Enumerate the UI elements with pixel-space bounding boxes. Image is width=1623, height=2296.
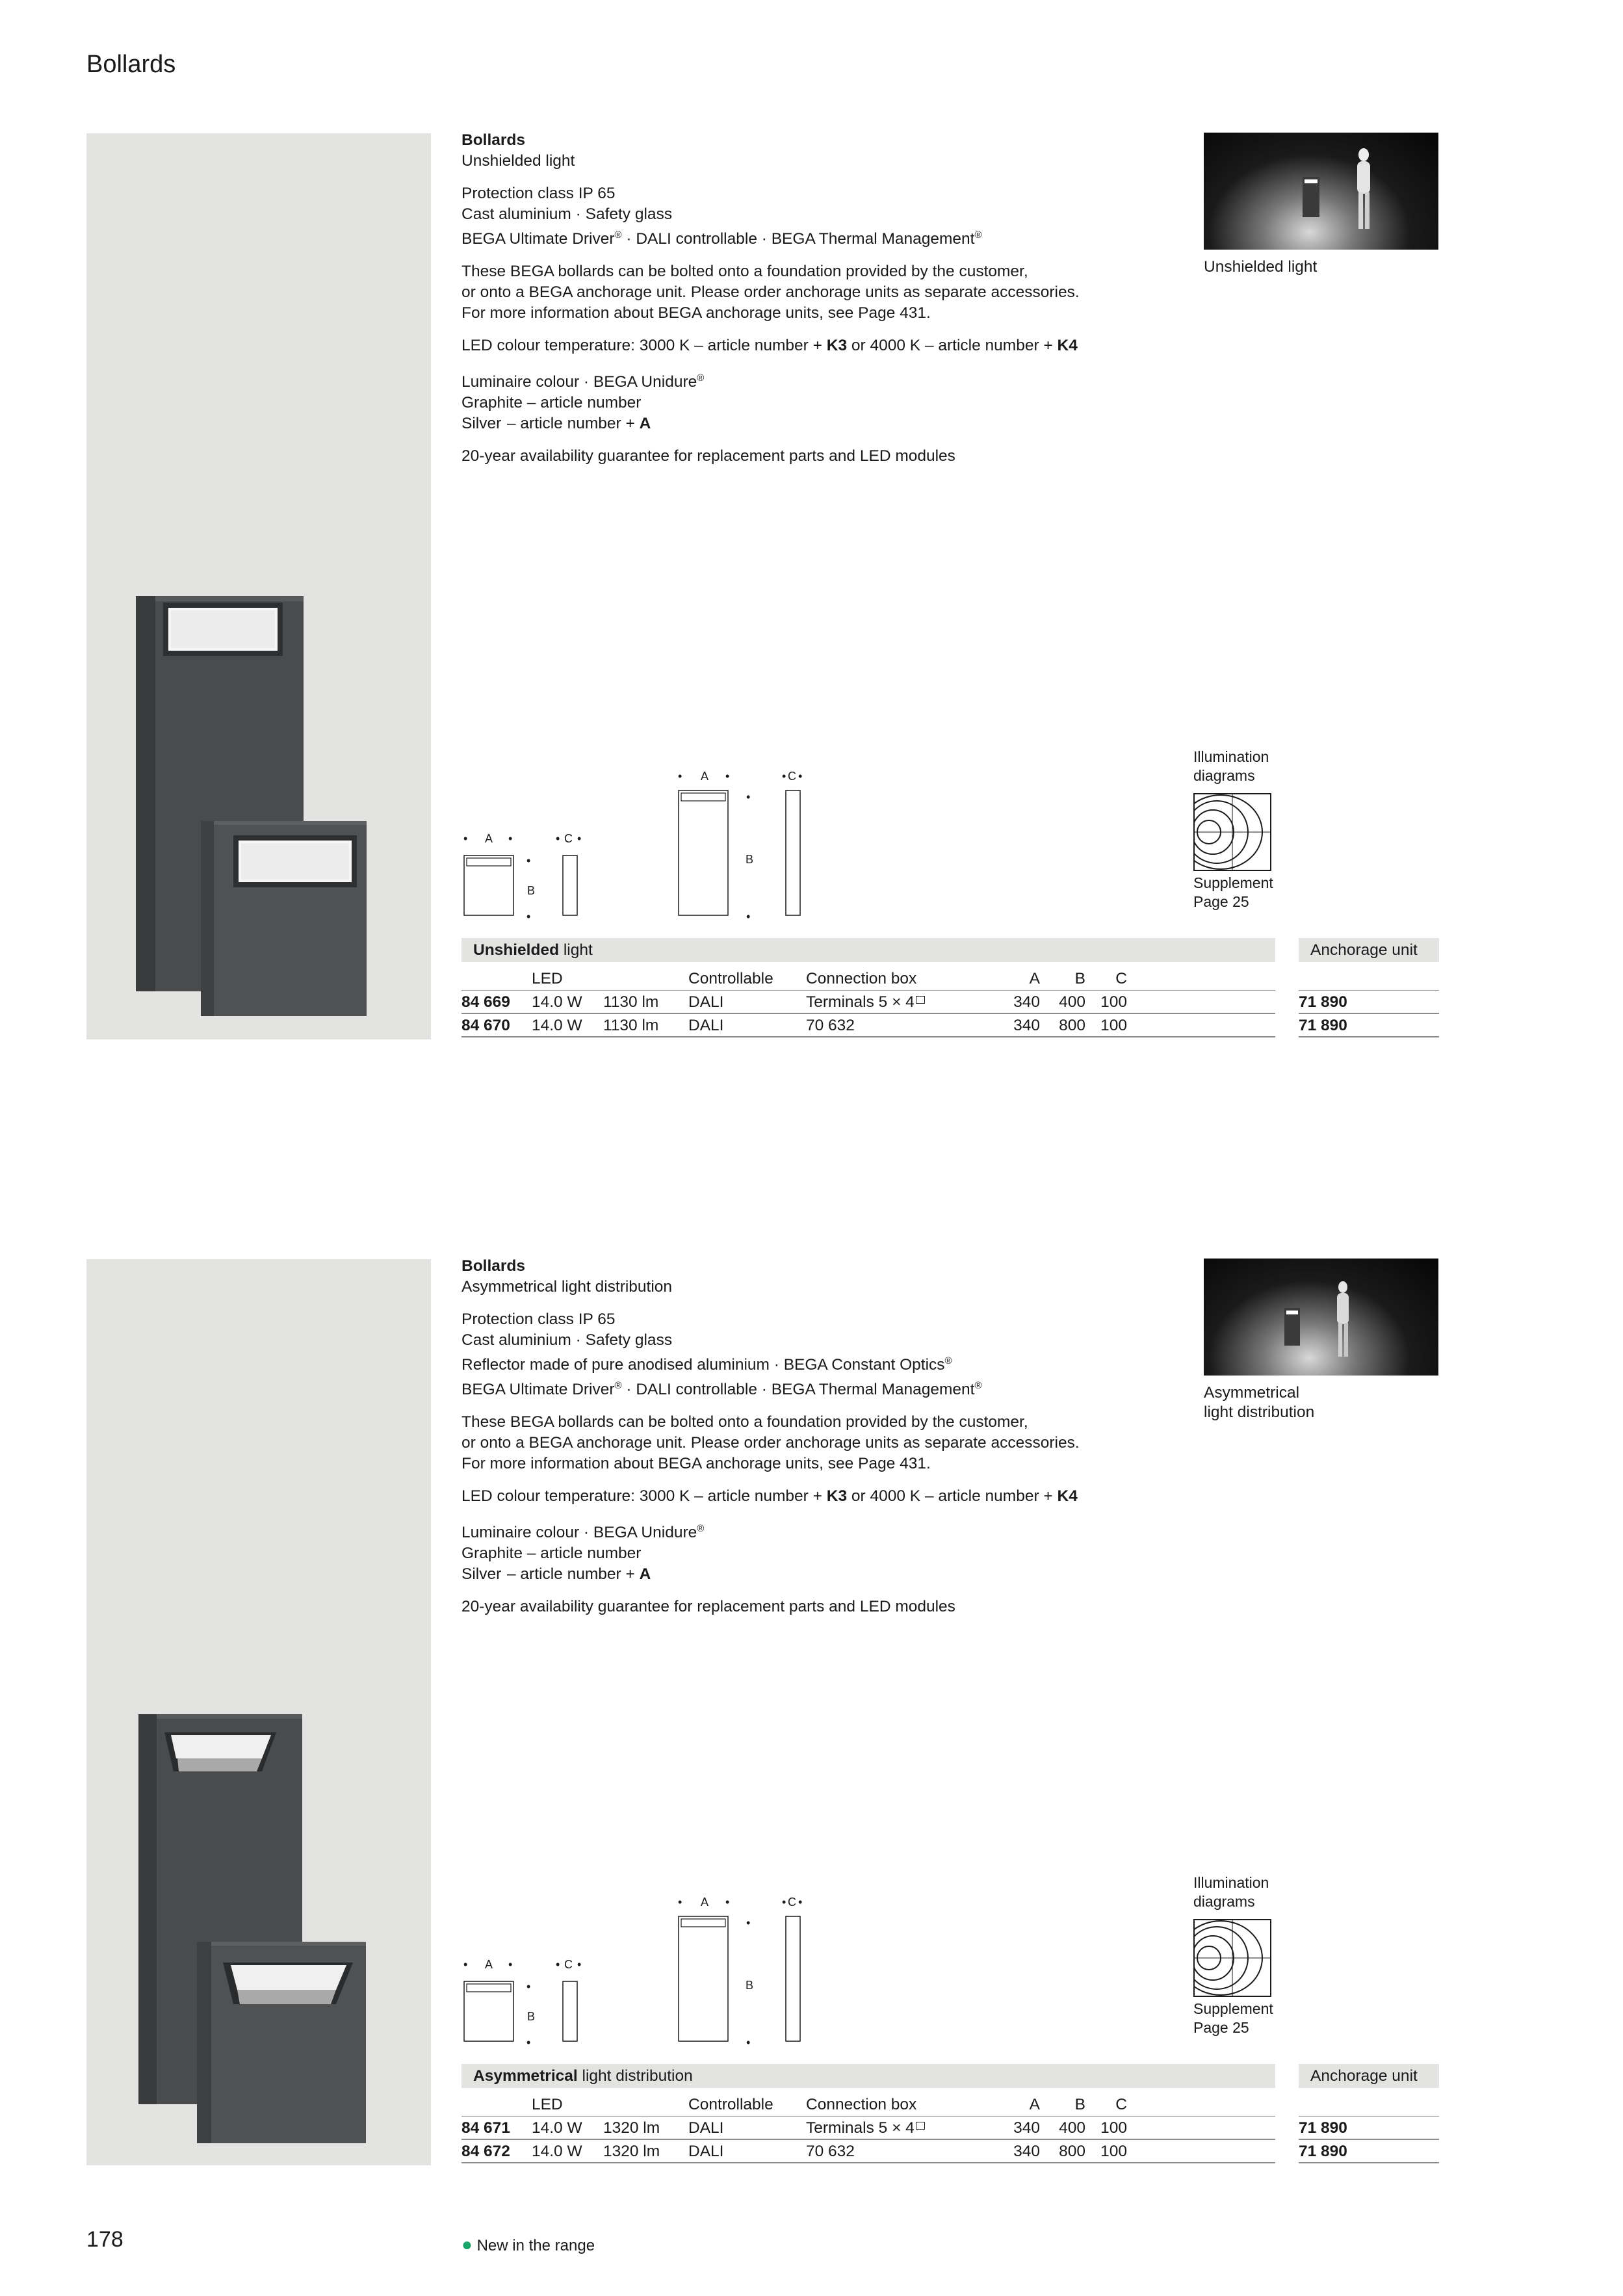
- supplement-reference[interactable]: Supplement Page 25: [1193, 874, 1273, 910]
- square-icon: [916, 2122, 925, 2130]
- product-photo: [86, 1259, 431, 2165]
- led-temperature: LED colour temperature: 3000 K – article number + K3 or 4000 K – article number + K4: [461, 337, 1078, 355]
- page-title: Bollards: [86, 51, 176, 78]
- illumination-label: Illumination diagrams: [1193, 748, 1269, 784]
- svg-text:•: •: [678, 770, 682, 783]
- illumination-diagram-icon[interactable]: [1193, 793, 1271, 874]
- spec-line: Protection class IP 65: [461, 1311, 616, 1328]
- article-number: 84 672: [461, 2143, 510, 2160]
- section-title: Bollards: [461, 131, 526, 149]
- mount-text: For more information about BEGA anchorage units, see Page 431.: [461, 304, 931, 322]
- anchorage-row: 71 890: [1299, 1014, 1439, 1037]
- spec-line: Protection class IP 65: [461, 185, 616, 202]
- bollard-illustration: [86, 133, 431, 1039]
- dim-b-label: B: [527, 2010, 536, 2023]
- svg-text:•: •: [798, 770, 803, 783]
- anchorage-header-row: [1299, 967, 1439, 991]
- svg-text:•: •: [782, 770, 786, 783]
- anchorage-title: Anchorage unit: [1299, 938, 1439, 962]
- svg-text:•: •: [556, 832, 560, 845]
- table-row: 84 671 14.0 W 1320 lm DALI Terminals 5 × 4 340 400 100: [461, 2117, 1275, 2140]
- luminaire-colour: Luminaire colour · BEGA Unidure® Graphite – article number Silver – article number + A: [461, 1523, 705, 1584]
- svg-text:•: •: [508, 1958, 513, 1971]
- anchorage-row: 71 890: [1299, 2117, 1439, 2140]
- product-description: [461, 1256, 1176, 1629]
- dim-a-label: A: [701, 1896, 709, 1909]
- table-title: Unshielded light: [461, 938, 1275, 962]
- svg-text:•: •: [746, 2036, 751, 2049]
- svg-text:•: •: [463, 1958, 468, 1971]
- spec-line: Cast aluminium · Safety glass: [461, 205, 673, 223]
- svg-text:•: •: [526, 2036, 531, 2049]
- dimension-drawings: [455, 1886, 884, 2055]
- footer-note: ● New in the range: [461, 2234, 595, 2254]
- table-row: 84 670 14.0 W 1130 lm DALI 70 632 340 800 100: [461, 1014, 1275, 1037]
- product-section-unshielded: [0, 130, 1623, 1040]
- mount-text: For more information about BEGA anchorage units, see Page 431.: [461, 1455, 931, 1473]
- spec-table: [461, 967, 1275, 1037]
- svg-text:•: •: [508, 832, 513, 845]
- led-temperature: LED colour temperature: 3000 K – article number + K3 or 4000 K – article number + K4: [461, 1487, 1078, 1506]
- table-row: 84 672 14.0 W 1320 lm DALI 70 632 340 800 100: [461, 2140, 1275, 2163]
- dim-a-label: A: [701, 770, 709, 783]
- dim-c-label: C: [788, 770, 796, 783]
- svg-text:•: •: [746, 790, 751, 803]
- registered-mark: ®: [974, 1380, 982, 1392]
- supplement-reference[interactable]: Supplement Page 25: [1193, 2000, 1273, 2036]
- square-icon: [916, 996, 925, 1004]
- dimension-drawings: [455, 761, 884, 930]
- dim-c-label: C: [564, 832, 573, 845]
- section-subtitle: Asymmetrical light distribution: [461, 1278, 673, 1296]
- registered-mark: ®: [974, 229, 982, 241]
- dim-c-label: C: [788, 1896, 796, 1909]
- anchorage-row: 71 890: [1299, 991, 1439, 1014]
- mount-text: or onto a BEGA anchorage unit. Please order anchorage units as separate accessories.: [461, 1434, 1080, 1452]
- spec-table: [461, 2093, 1275, 2163]
- article-number: 84 671: [461, 2119, 510, 2137]
- anchorage-header-row: [1299, 2093, 1439, 2117]
- table-header-row: LED Controllable Connection box A B C: [461, 2093, 1275, 2117]
- svg-text:•: •: [577, 832, 582, 845]
- section-subtitle: Unshielded light: [461, 152, 575, 170]
- bollard-illustration: [86, 1259, 431, 2165]
- mount-text: or onto a BEGA anchorage unit. Please order anchorage units as separate accessories.: [461, 283, 1080, 302]
- svg-text:•: •: [678, 1896, 682, 1909]
- section-title: Bollards: [461, 1257, 526, 1275]
- article-number: 84 669: [461, 993, 510, 1011]
- product-description: [461, 130, 1176, 478]
- registered-mark: ®: [614, 229, 622, 241]
- driver-line-rest: · DALI controllable · BEGA Thermal Management: [621, 230, 975, 248]
- dim-a-label: A: [485, 832, 493, 845]
- scene-caption: Unshielded light: [1204, 258, 1318, 276]
- anchorage-title: Anchorage unit: [1299, 2064, 1439, 2088]
- spec-line: Cast aluminium · Safety glass: [461, 1331, 673, 1349]
- dim-c-label: C: [564, 1958, 573, 1971]
- svg-text:•: •: [746, 1916, 751, 1929]
- new-indicator-icon: ●: [461, 2234, 473, 2254]
- registered-mark: ®: [614, 1380, 622, 1392]
- optics-line: Reflector made of pure anodised aluminium · BEGA Constant Optics: [461, 1356, 945, 1374]
- table-title: Asymmetrical light distribution: [461, 2064, 1275, 2088]
- svg-text:•: •: [526, 1980, 531, 1993]
- table-header-row: LED Controllable Connection box A B C: [461, 967, 1275, 991]
- anchorage-table: [1299, 2093, 1439, 2163]
- page-number: 178: [86, 2227, 123, 2252]
- mount-text: These BEGA bollards can be bolted onto a foundation provided by the customer,: [461, 1413, 1028, 1431]
- anchorage-row: 71 890: [1299, 2140, 1439, 2163]
- article-number: 84 670: [461, 1017, 510, 1034]
- illumination-diagram-icon[interactable]: [1193, 1919, 1271, 2000]
- guarantee-text: 20-year availability guarantee for replacement parts and LED modules: [461, 447, 955, 465]
- dim-a-label: A: [485, 1958, 493, 1971]
- table-row: 84 669 14.0 W 1130 lm DALI Terminals 5 × 4 340 400 100: [461, 991, 1275, 1014]
- driver-line: BEGA Ultimate Driver: [461, 230, 615, 248]
- dim-b-label: B: [746, 1979, 754, 1992]
- svg-text:•: •: [782, 1896, 786, 1909]
- driver-line: BEGA Ultimate Driver: [461, 1381, 615, 1399]
- svg-text:•: •: [798, 1896, 803, 1909]
- mount-text: These BEGA bollards can be bolted onto a foundation provided by the customer,: [461, 263, 1028, 281]
- svg-text:•: •: [526, 854, 531, 867]
- svg-text:•: •: [556, 1958, 560, 1971]
- svg-text:•: •: [725, 770, 730, 783]
- dim-b-label: B: [527, 884, 536, 897]
- dim-b-label: B: [746, 853, 754, 866]
- scene-photo: [1204, 1259, 1438, 1376]
- registered-mark: ®: [944, 1355, 952, 1366]
- svg-text:•: •: [577, 1958, 582, 1971]
- product-photo: [86, 133, 431, 1039]
- product-section-asymmetrical: [0, 1256, 1623, 2166]
- anchorage-table: [1299, 967, 1439, 1037]
- scene-caption: Asymmetrical light distribution: [1204, 1384, 1315, 1421]
- illumination-label: Illumination diagrams: [1193, 1874, 1269, 1910]
- scene-photo: [1204, 133, 1438, 250]
- svg-text:•: •: [526, 910, 531, 923]
- guarantee-text: 20-year availability guarantee for replacement parts and LED modules: [461, 1598, 955, 1616]
- svg-text:•: •: [725, 1896, 730, 1909]
- svg-text:•: •: [746, 910, 751, 923]
- svg-text:•: •: [463, 832, 468, 845]
- driver-line-rest: · DALI controllable · BEGA Thermal Management: [621, 1381, 975, 1399]
- luminaire-colour: Luminaire colour · BEGA Unidure® Graphite – article number Silver – article number + A: [461, 372, 705, 433]
